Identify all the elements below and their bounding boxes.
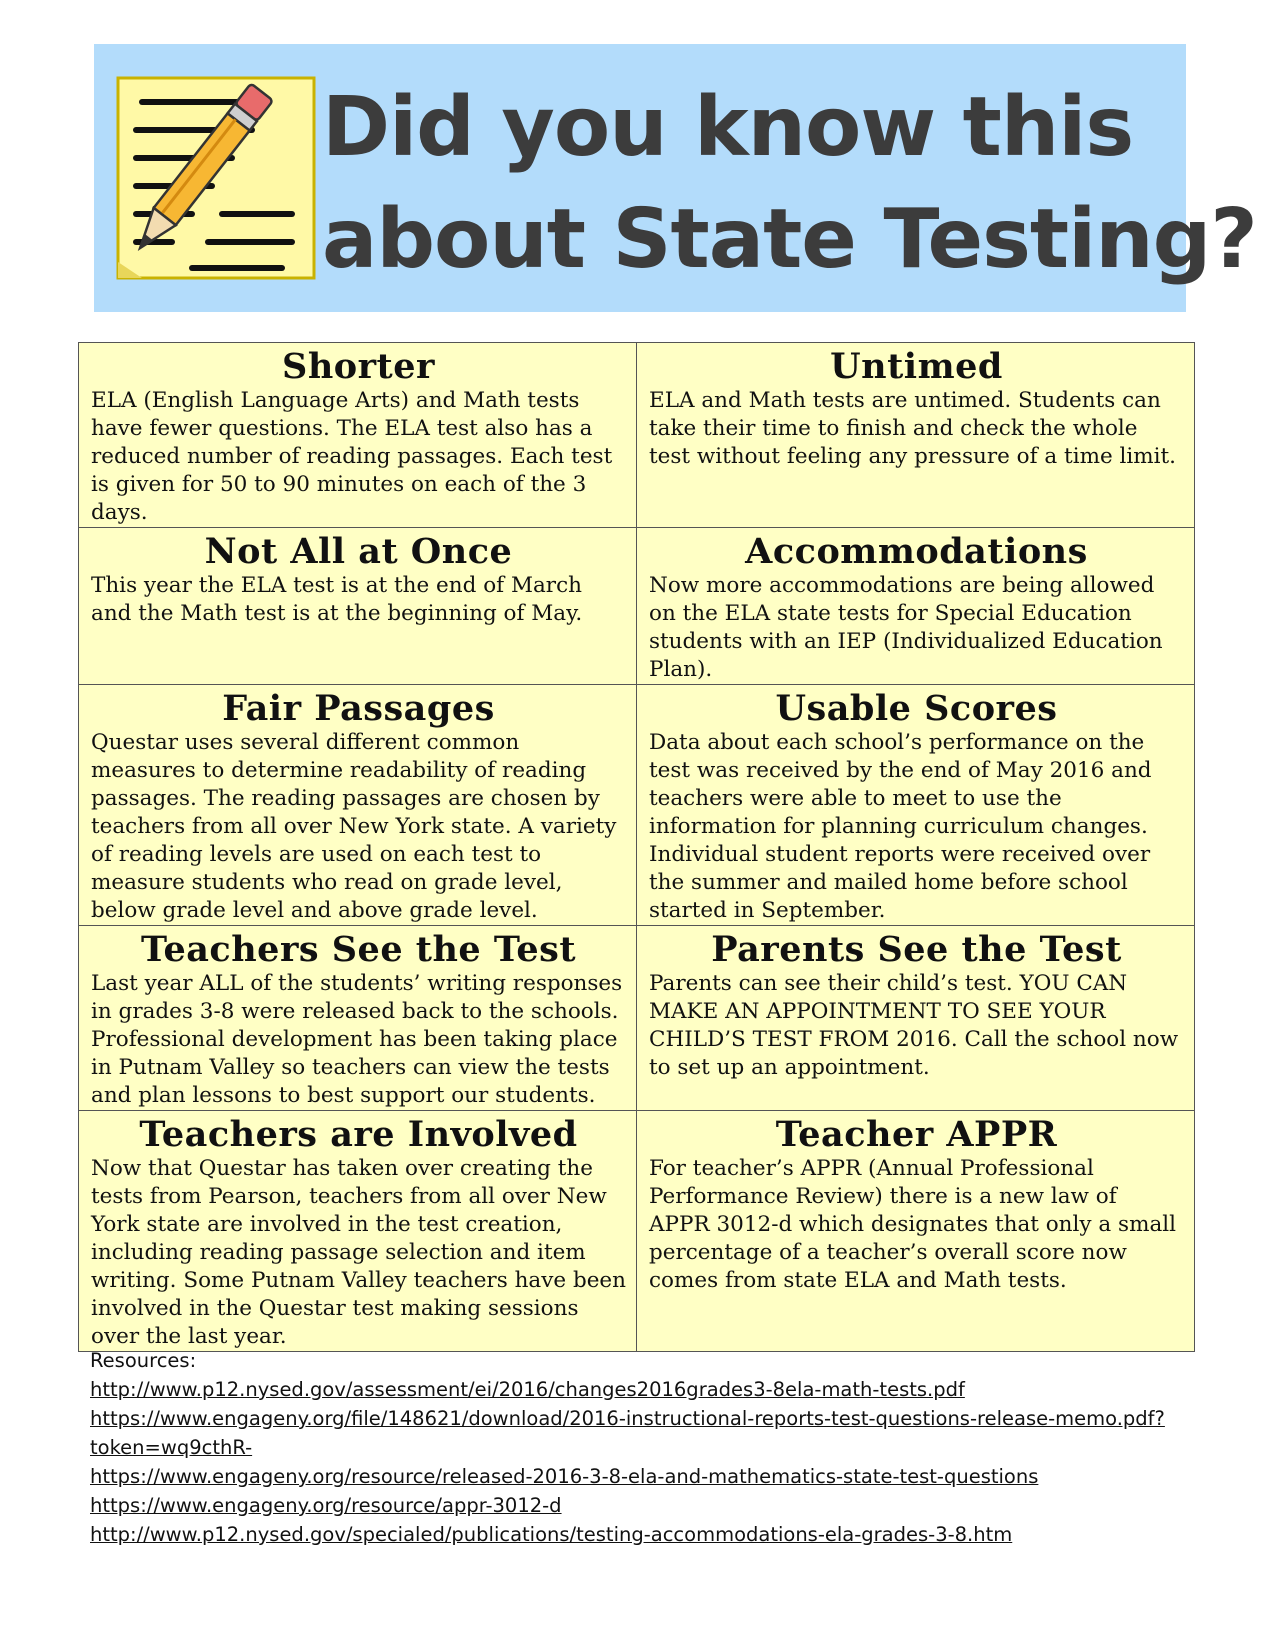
resource-link[interactable]: http://www.p12.nysed.gov/specialed/publications/testing-accommodations-ela-grades-3-8.htm <box>90 1523 1013 1546</box>
fact-title: Untimed <box>830 346 1003 387</box>
fact-title: Parents See the Test <box>711 929 1122 970</box>
fact-title: Shorter <box>282 346 435 387</box>
header-banner <box>94 44 1257 312</box>
fact-body: Questar uses several different common measures to determine readability of reading passages. The reading passages are chosen by teachers from all over New York state. A variety of reading levels are used on each test to measure students who read on grade level, below grade level and above grade level. <box>91 730 617 923</box>
fact-title: Teacher APPR <box>775 1114 1058 1155</box>
fact-body: ELA and Math tests are untimed. Students can take their time to finish and check the whole test without feeling any pressure of a time limit. <box>649 388 1177 469</box>
fact-body: Data about each school’s performance on the test was received by the end of May 2016 and teachers were able to meet to use the information for planning curriculum changes. Individual student reports were received over the summer and mailed home before school started in September. <box>649 730 1152 923</box>
fact-body: Parents can see their child’s test. YOU CAN MAKE AN APPOINTMENT TO SEE YOUR CHILD’S TEST FROM 2016. Call the school now to set up an appointment. <box>649 971 1179 1080</box>
grid-row <box>79 528 1195 685</box>
resources-section <box>90 1346 1240 1549</box>
fact-body: ELA (English Language Arts) and Math tests have fewer questions. The ELA test also has a reduced number of reading passages. Each test is given for 50 to 90 minutes on each of the 3 days. <box>91 388 613 525</box>
fact-body: Last year ALL of the students’ writing responses in grades 3-8 were released back to the schools. Professional development has been taking place in Putnam Valley so teachers can view the tests and plan lessons to best support our students. <box>91 971 623 1108</box>
facts-grid <box>78 342 1195 1352</box>
grid-row <box>79 926 1195 1111</box>
fact-cell <box>79 1111 637 1352</box>
fact-body: For teacher’s APPR (Annual Professional Performance Review) there is a new law of APPR 3012-d which designates that only a small percentage of a teacher’s overall score now comes from state ELA and Math tests. <box>649 1156 1177 1293</box>
resource-link[interactable]: http://www.p12.nysed.gov/assessment/ei/2016/changes2016grades3-8ela-math-tests.pdf <box>90 1378 965 1401</box>
fact-body: This year the ELA test is at the end of March and the Math test is at the beginning of May. <box>91 573 583 626</box>
fact-title: Usable Scores <box>775 688 1058 729</box>
notepad-pencil-icon <box>112 72 320 286</box>
grid-row <box>79 685 1195 926</box>
fact-cell <box>637 685 1195 926</box>
resources-label: Resources: <box>90 1349 197 1372</box>
fact-cell <box>637 1111 1195 1352</box>
resource-link[interactable]: https://www.engageny.org/file/148621/download/2016-instructional-reports-test-questions-release-memo.pdf?token=wq9cthR- <box>90 1407 1165 1459</box>
fact-cell <box>79 685 637 926</box>
fact-cell <box>637 926 1195 1111</box>
fact-title: Teachers See the Test <box>140 929 577 970</box>
fact-cell <box>79 528 637 685</box>
fact-title: Not All at Once <box>204 531 513 572</box>
fact-cell <box>79 343 637 528</box>
fact-body: Now that Questar has taken over creating the tests from Pearson, teachers from all over New York state are involved in the test creation, including reading passage selection and item writing. Some Putnam Valley teachers have been involved in the Questar test making sessions over the last year. <box>91 1156 627 1349</box>
resource-link[interactable]: https://www.engageny.org/resource/appr-3012-d <box>90 1494 562 1517</box>
grid-row <box>79 343 1195 528</box>
title-line-1: Did you know this <box>322 80 1134 175</box>
grid-row <box>79 1111 1195 1352</box>
resource-link[interactable]: https://www.engageny.org/resource/released-2016-3-8-ela-and-mathematics-state-test-questions <box>90 1465 1039 1488</box>
fact-cell <box>637 528 1195 685</box>
fact-body: Now more accommodations are being allowed on the ELA state tests for Special Education students with an IEP (Individualized Education Plan). <box>649 573 1163 682</box>
fact-cell <box>79 926 637 1111</box>
fact-title: Fair Passages <box>222 688 495 729</box>
title-line-2: about State Testing? <box>322 192 1257 287</box>
fact-cell <box>637 343 1195 528</box>
fact-title: Teachers are Involved <box>139 1114 578 1155</box>
fact-title: Accommodations <box>745 531 1088 572</box>
page-title <box>322 72 1257 296</box>
